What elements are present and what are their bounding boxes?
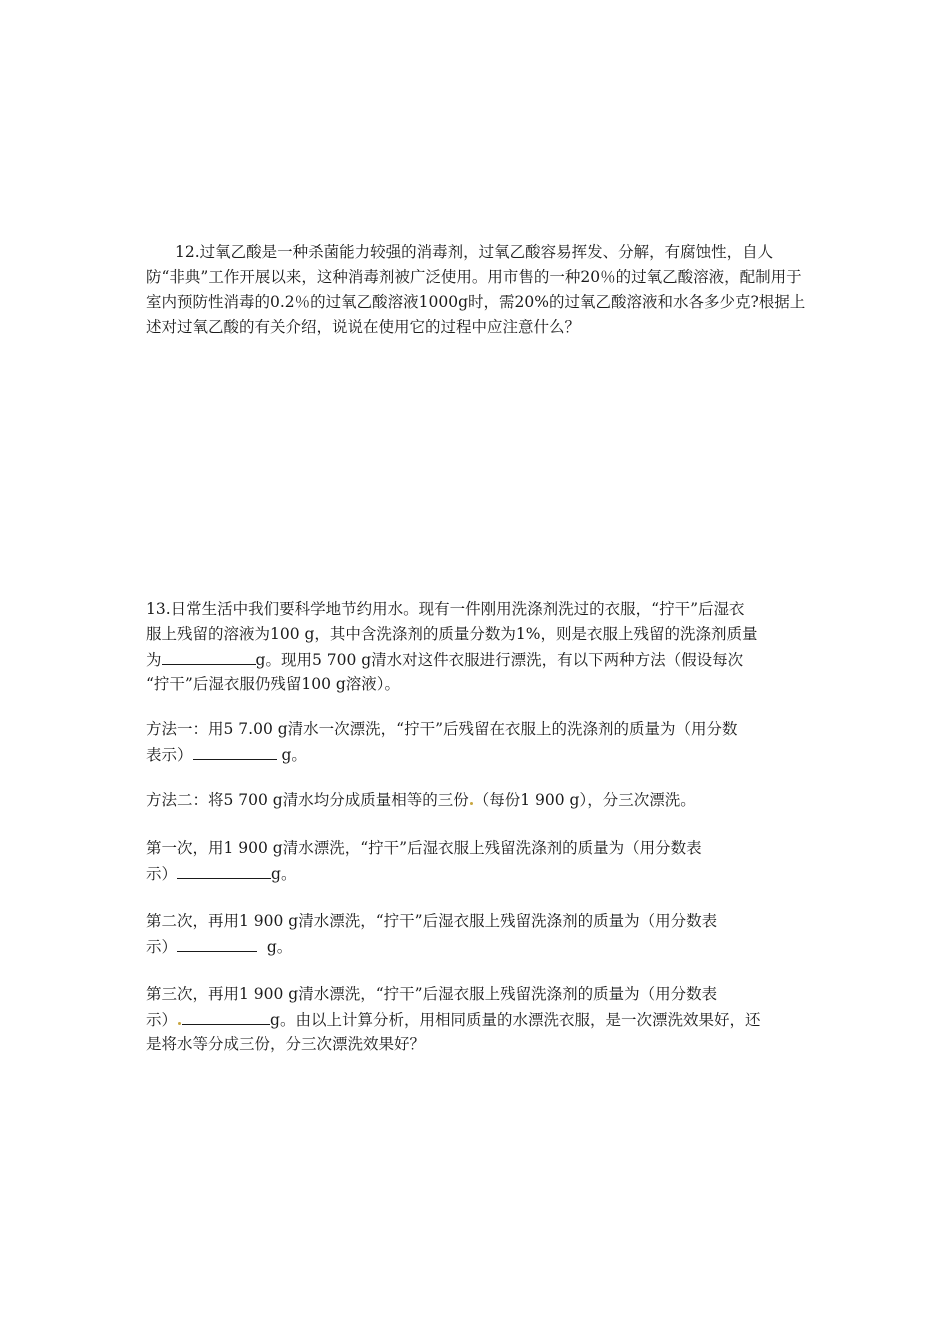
text-fragment: g。 <box>276 746 307 764</box>
third-rinse-line-2 <box>146 1007 826 1033</box>
text-fragment: g。 <box>271 865 297 883</box>
question-13-line-1: 13.日常生活中我们要科学地节约用水。现有一件刚用洗涤剂洗过的衣服，“拧干”后湿衣 <box>146 600 745 618</box>
text-fragment: g。由以上计算分析，用相同质量的水漂洗衣服，是一次漂洗效果好，还 <box>270 1011 761 1029</box>
text-fragment: 表示） <box>146 746 193 764</box>
first-rinse-line-2 <box>146 861 826 887</box>
third-rinse-line-1: 第三次，再用1 900 g清水漂洗，“拧干”后湿衣服上残留洗涤剂的质量为（用分数表 <box>146 985 718 1003</box>
second-rinse-line-2 <box>146 934 826 960</box>
text-fragment: g。 <box>257 938 293 956</box>
text-fragment: g。现用5 700 g清水对这件衣服进行漂洗，有以下两种方法（假设每次 <box>255 651 744 669</box>
method-one-line-1: 方法一：用5 7.00 g清水一次漂洗，“拧干”后残留在衣服上的洗涤剂的质量为（用分数 <box>146 720 738 738</box>
annotation-dot <box>178 1022 181 1025</box>
text-fragment: 为 <box>146 651 162 669</box>
text-fragment: 方法二：将5 700 g清水均分成质量相等的三份 <box>146 791 469 809</box>
third-rinse-line-3: 是将水等分成三份，分三次漂洗效果好？ <box>146 1035 426 1053</box>
answer-blank-4[interactable] <box>177 934 257 952</box>
second-rinse-line-1: 第二次，再用1 900 g清水漂洗，“拧干”后湿衣服上残留洗涤剂的质量为（用分数表 <box>146 912 718 930</box>
answer-blank-5[interactable] <box>182 1007 270 1025</box>
question-13-line-3 <box>146 647 826 673</box>
annotation-dot <box>470 802 473 805</box>
question-13-line-2: 服上残留的溶液为100 g，其中含洗涤剂的质量分数为1%，则是衣服上残留的洗涤剂质量 <box>146 625 758 643</box>
first-rinse-line-1: 第一次，用1 900 g清水漂洗，“拧干”后湿衣服上残留洗涤剂的质量为（用分数表 <box>146 839 702 857</box>
method-two-line <box>146 788 826 813</box>
text-fragment: 示） <box>146 1011 178 1029</box>
method-one-line-2 <box>146 742 826 768</box>
answer-blank-2[interactable] <box>193 742 277 760</box>
text-fragment: 示） <box>146 865 178 883</box>
text-fragment: （每份1 900 g），分三次漂洗。 <box>473 791 696 809</box>
answer-blank-3[interactable] <box>177 861 271 879</box>
text-fragment: 示） <box>146 938 178 956</box>
question-13-line-4: “拧干”后湿衣服仍残留100 g溶液）。 <box>146 675 401 693</box>
question-12: 12.过氧乙酸是一种杀菌能力较强的消毒剂，过氧乙酸容易挥发、分解，有腐蚀性，自人防“非典”工作开展以来，这种消毒剂被广泛使用。用市售的一种20％的过氧乙酸溶液，配制用于室内预防性消毒的0.2％的过氧乙酸溶液1000g时，需20%的过氧乙酸溶液和水各多少克?根据上述对过氧乙酸的有关介绍，说说在使用它的过程中应注意什么？ <box>146 243 806 336</box>
answer-blank-1[interactable] <box>162 647 256 665</box>
